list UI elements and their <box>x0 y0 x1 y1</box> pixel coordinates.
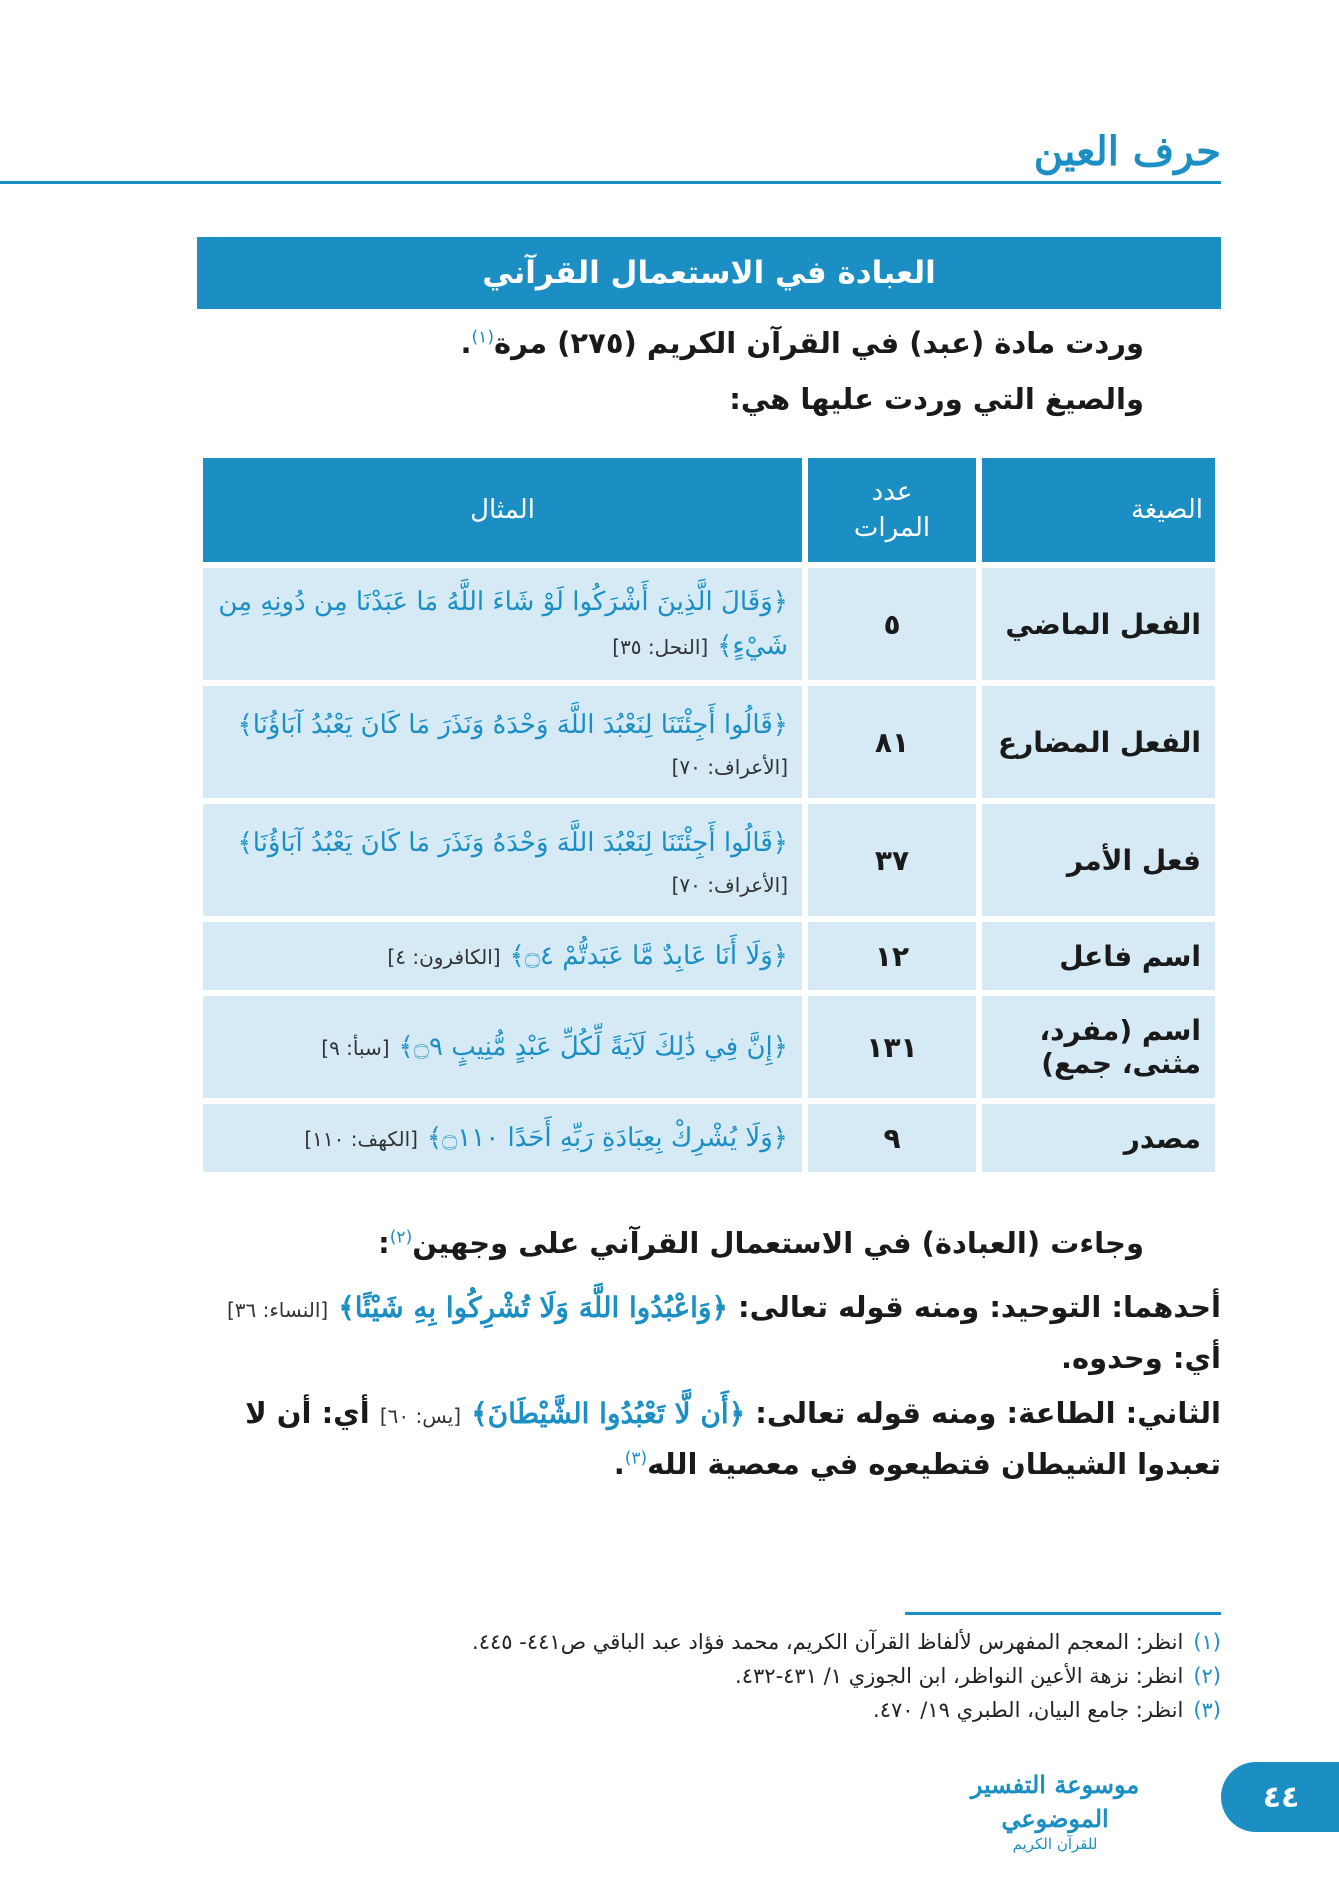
footnote-ref-1[interactable]: (١) <box>471 327 494 348</box>
footnote-number: (٢) <box>1193 1664 1221 1688</box>
page-number: ٤٤ <box>1262 1780 1300 1815</box>
table-row <box>203 686 1215 798</box>
chapter-title: حرف العين <box>1033 128 1221 175</box>
table-row <box>203 922 1215 990</box>
row-ref: [الأعراف: ٧٠] <box>671 872 788 897</box>
row-form: مصدر <box>982 1104 1215 1172</box>
table-row <box>203 568 1215 680</box>
row-form: الفعل الماضي <box>982 568 1215 680</box>
row-example <box>203 568 802 680</box>
footnote-1 <box>472 1630 1221 1654</box>
row-form: اسم (مفرد، مثنى، جمع) <box>982 996 1215 1098</box>
row-verse: ﴿وَلَا يُشْرِكْ بِعِبَادَةِ رَبِّهِ أَحَدًا ۝١١٠﴾ <box>426 1122 788 1153</box>
footnote-text: انظر: المعجم المفهرس لألفاظ القرآن الكريم، محمد فؤاد عبد الباقي ص٤٤١- ٤٤٥. <box>472 1630 1184 1654</box>
encyclopedia-logo <box>920 1768 1190 1856</box>
row-example <box>203 1104 802 1172</box>
section-heading: العبادة في الاستعمال القرآني <box>197 237 1221 309</box>
body-text-1: وجاءت (العبادة) في الاستعمال القرآني على وجهين <box>412 1226 1144 1260</box>
row-example <box>203 804 802 916</box>
footnote-text: انظر: جامع البيان، الطبري ١٩/ ٤٧٠. <box>873 1698 1184 1722</box>
row-verse: ﴿إِنَّ فِي ذَٰلِكَ لَآيَةً لِّكُلِّ عَبْدٍ مُّنِيبٍ ۝٩﴾ <box>398 1031 788 1062</box>
row-ref: [سبأ: ٩] <box>321 1035 390 1060</box>
table-row <box>203 1104 1215 1172</box>
footnote-separator <box>905 1612 1221 1615</box>
row-count: ٣٧ <box>808 804 976 916</box>
intro-line-1 <box>144 322 1144 366</box>
body-end-1: : <box>378 1226 390 1260</box>
table-header-row <box>203 458 1215 562</box>
row-ref: [النحل: ٣٥] <box>612 635 709 659</box>
logo-subtitle: للقرآن الكريم <box>1012 1835 1098 1854</box>
footnote-3 <box>873 1698 1221 1722</box>
row-ref: [الكافرون: ٤] <box>387 944 501 969</box>
row-form: الفعل المضارع <box>982 686 1215 798</box>
body-verse-2: ﴿وَاعْبُدُوا اللَّهَ وَلَا تُشْرِكُوا بِهِ شَيْئًا﴾ <box>338 1291 728 1324</box>
header-form: الصيغة <box>982 458 1215 562</box>
header-rule <box>0 181 1221 184</box>
row-form: اسم فاعل <box>982 922 1215 990</box>
intro-end: . <box>460 326 472 360</box>
body-para-3 <box>197 1388 1221 1490</box>
footnote-ref-3[interactable]: (٣) <box>624 1448 648 1469</box>
header-count <box>808 458 976 562</box>
logo-title: موسوعة التفسير الموضوعي <box>970 1770 1140 1833</box>
body-verse-3: ﴿أَن لَّا تَعْبُدُوا الشَّيْطَانَ﴾ <box>471 1397 746 1430</box>
body-end-3: . <box>613 1446 625 1481</box>
body-lead-3: الثاني: الطاعة: ومنه قوله تعالى: <box>755 1396 1221 1430</box>
header-count-label: عدد المرات <box>853 476 931 543</box>
row-ref: [الأعراف: ٧٠] <box>671 754 788 779</box>
row-form: فعل الأمر <box>982 804 1215 916</box>
table-row <box>203 804 1215 916</box>
body-para-1 <box>144 1222 1144 1266</box>
row-count: ٨١ <box>808 686 976 798</box>
body-tail-3: أي: أن لا تعبدوا الشيطان فتطيعوه في معصية الله <box>245 1396 1221 1481</box>
row-example <box>203 922 802 990</box>
table-row <box>203 996 1215 1098</box>
footnote-text: انظر: نزهة الأعين النواظر، ابن الجوزي ١/ ٤٣١-٤٣٢. <box>735 1664 1184 1688</box>
footnote-number: (١) <box>1193 1630 1221 1654</box>
row-verse: ﴿وَلَا أَنَا عَابِدٌ مَّا عَبَدتُّمْ ۝٤﴾ <box>509 940 788 971</box>
row-count: ١٣١ <box>808 996 976 1098</box>
footnote-ref-2[interactable]: (٢) <box>389 1227 413 1248</box>
row-verse: ﴿وَقَالَ الَّذِينَ أَشْرَكُوا لَوْ شَاءَ اللَّهُ مَا عَبَدْنَا مِن دُونِهِ مِن شَيْءٍ﴾ <box>218 586 788 661</box>
footnote-2 <box>735 1664 1221 1688</box>
header-example: المثال <box>203 458 802 562</box>
row-verse: ﴿قَالُوا أَجِئْتَنَا لِنَعْبُدَ اللَّهَ وَحْدَهُ وَنَذَرَ مَا كَانَ يَعْبُدُ آبَاؤُنَا﴾ <box>237 710 788 741</box>
footnote-number: (٣) <box>1193 1698 1221 1722</box>
row-count: ١٢ <box>808 922 976 990</box>
intro-line-2: والصيغ التي وردت عليها هي: <box>729 382 1144 416</box>
forms-table <box>197 452 1221 1178</box>
row-ref: [الكهف: ١١٠] <box>304 1126 418 1151</box>
intro-text: وردت مادة (عبد) في القرآن الكريم (٢٧٥) مرة <box>493 326 1144 360</box>
row-example <box>203 686 802 798</box>
body-ref-2: [النساء: ٣٦] <box>226 1298 329 1322</box>
row-count: ٩ <box>808 1104 976 1172</box>
row-example <box>203 996 802 1098</box>
row-count: ٥ <box>808 568 976 680</box>
body-para-2 <box>197 1282 1221 1384</box>
body-tail-2: أي: وحدوه. <box>1060 1340 1221 1375</box>
body-ref-3: [يس: ٦٠] <box>379 1404 462 1428</box>
row-verse: ﴿قَالُوا أَجِئْتَنَا لِنَعْبُدَ اللَّهَ وَحْدَهُ وَنَذَرَ مَا كَانَ يَعْبُدُ آبَاؤُنَا﴾ <box>237 828 788 859</box>
body-lead-2: أحدهما: التوحيد: ومنه قوله تعالى: <box>738 1290 1221 1324</box>
